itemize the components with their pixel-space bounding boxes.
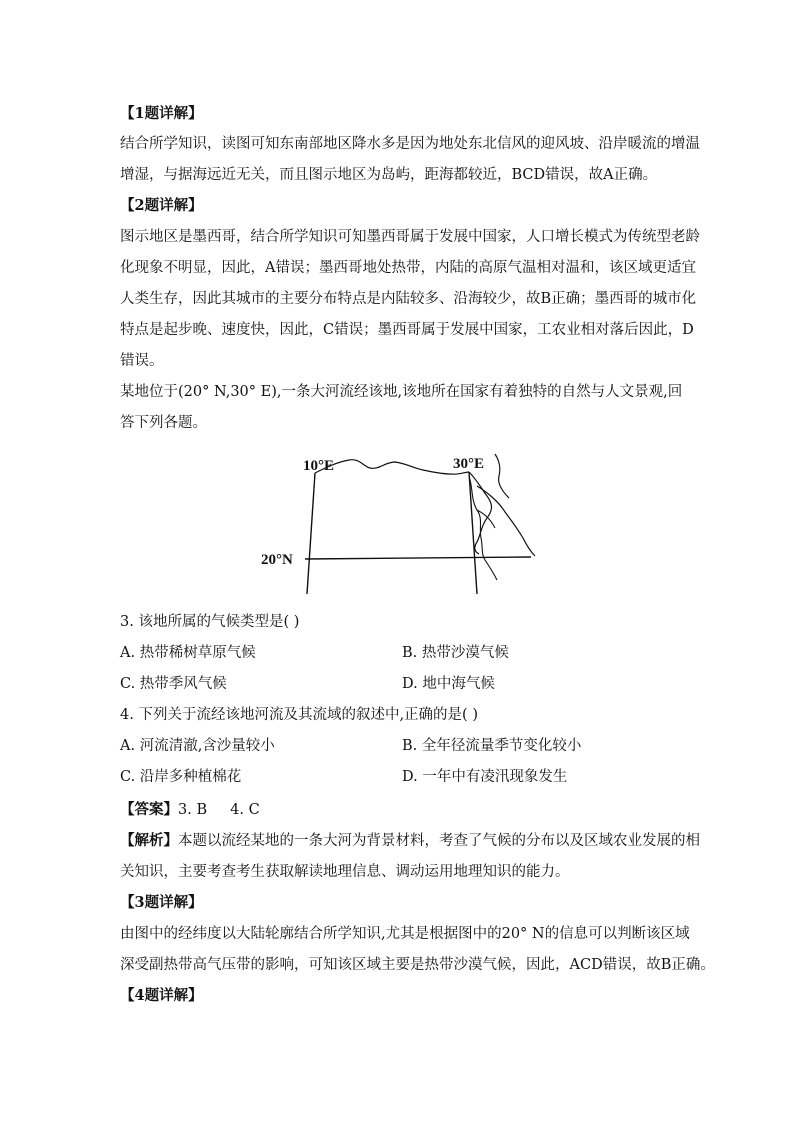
section4-heading: 【4题详解】 (120, 987, 203, 1004)
label-30e: 30°E (453, 456, 485, 472)
section1-text-line-1: 结合所学知识，读图可知东南部地区降水多是因为地处东北信风的迎风坡、沿岸暖流的增温 (120, 136, 700, 152)
section2-text-line-4: 特点是起步晚、速度快，因此，C错误；墨西哥属于发展中国家，工农业相对落后因此，D (120, 322, 694, 338)
section2-text-line-1: 图示地区是墨西哥，结合所学知识可知墨西哥属于发展中国家，人口增长模式为传统型老龄 (120, 229, 700, 245)
question-3-option-b: B. 热带沙漠气候 (402, 645, 509, 661)
label-20n: 20°N (261, 552, 293, 568)
question-4-option-c: C. 沿岸多种植棉花 (120, 769, 242, 785)
question-3-stem: 3. 该地所属的气候类型是( ) (120, 614, 300, 630)
section2-text-line-2: 化现象不明显，因此，A错误；墨西哥地处热带，内陆的高原气温相对温和，该区域更适宜 (120, 260, 696, 276)
analysis-line-1 (120, 831, 700, 851)
section1-heading: 【1题详解】 (120, 105, 203, 122)
analysis-text-1: 本题以流经某地的一条大河为背景材料，考查了气候的分布以及区域农业发展的相 (178, 833, 700, 849)
question-intro-line-1: 某地位于(20° N,30° E),一条大河流经该地,该地所在国家有着独特的自然与人文景观,回 (120, 384, 683, 400)
question-4-stem: 4. 下列关于流经该地河流及其流域的叙述中,正确的是( ) (120, 707, 478, 723)
east-coast (495, 454, 509, 498)
question-4-option-a: A. 河流清澈,含沙量较小 (120, 738, 275, 754)
answer-text: 3. B 4. C (178, 802, 260, 818)
question-3-option-c: C. 热带季风气候 (120, 676, 227, 692)
coastline (315, 460, 469, 475)
label-10e: 10°E (303, 458, 335, 474)
question-intro-line-2: 答下列各题。 (120, 415, 207, 431)
question-4-option-d: D. 一年中有凌汛现象发生 (402, 769, 568, 785)
analysis-line-2: 关知识，主要考查考生获取解读地理信息、调动运用地理知识的能力。 (120, 864, 570, 880)
question-3-option-d: D. 地中海气候 (402, 676, 495, 692)
section2-text-line-3: 人类生存，因此其城市的主要分布特点是内陆较多、沿海较少，故B正确；墨西哥的城市化 (120, 291, 697, 307)
map-figure (255, 448, 545, 598)
parallel-20n (305, 557, 531, 559)
section2-text-line-5: 错误。 (120, 353, 164, 369)
question-3-option-a: A. 热带稀树草原气候 (120, 645, 256, 661)
section1-text-line-2: 增湿，与据海远近无关，而且图示地区为岛屿，距海都较近，BCD错误，故A正确。 (120, 167, 658, 183)
answer-label: 【答案】 (120, 801, 178, 818)
section3-text-line-2: 深受副热带高气压带的影响，可知该区域主要是热带沙漠气候，因此，ACD错误，故B正确。 (120, 957, 715, 973)
section3-heading: 【3题详解】 (120, 894, 203, 911)
section2-heading: 【2题详解】 (120, 197, 203, 214)
analysis-label: 【解析】 (120, 832, 178, 849)
answer-line (120, 800, 260, 820)
meridian-30e (469, 472, 477, 594)
question-4-option-b: B. 全年径流量季节变化较小 (402, 738, 582, 754)
section3-text-line-1: 由图中的经纬度以大陆轮廓结合所学知识,尤其是根据图中的20° N的信息可以判断该区域 (120, 926, 690, 942)
meridian-10e (307, 473, 315, 594)
